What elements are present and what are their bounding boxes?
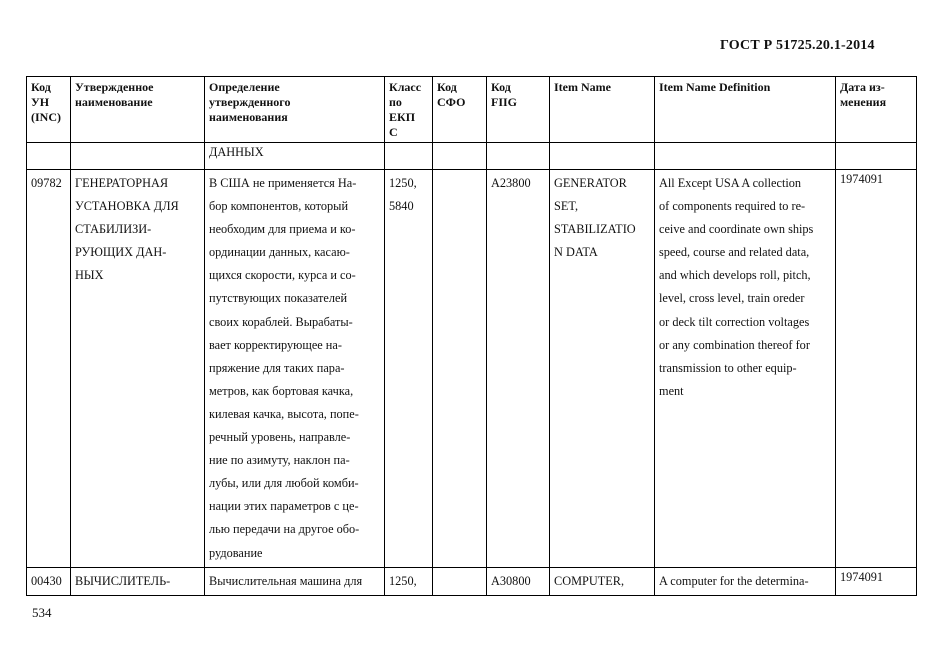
row-ekps: 1250,: [385, 567, 433, 595]
table-row: [27, 170, 917, 568]
row-fiig: A30800: [487, 567, 550, 595]
header-row: [27, 77, 917, 143]
table-cell: [27, 143, 71, 170]
header-item-name: Item Name: [550, 77, 655, 143]
header-approved-name: Утвержденное наименование: [71, 77, 205, 143]
table-cell: [487, 143, 550, 170]
header-definition: Определение утвержденного наименования: [205, 77, 385, 143]
row-date: 1974091: [836, 170, 917, 568]
table-cell: [433, 143, 487, 170]
catalog-table: [26, 76, 917, 596]
header-ekps: Класс по ЕКП С: [385, 77, 433, 143]
row-definition: В США не применяется На- бор компонентов, который необходим для приема и ко- ординации данных, касаю- щихся скорости, курса и со- путствующих показателей своих кораблей. Вырабаты- вает корректирующее на- пряжение для таких пара- метров, как бортовая качка, килевая качка, высота, попе- речный уровень, направле- ние по азимуту, наклон па- лубы, или для любой комби- нации этих параметров с це- лью передачи на другое обо- рудование: [205, 170, 385, 568]
table-cell: [71, 143, 205, 170]
row-approved-name: ГЕНЕРАТОРНАЯ УСТАНОВКА ДЛЯ СТАБИЛИЗИ- РУЮЩИХ ДАН- НЫХ: [71, 170, 205, 568]
row-approved-name: ВЫЧИСЛИТЕЛЬ-: [71, 567, 205, 595]
continuation-definition: ДАННЫХ: [205, 143, 385, 170]
row-definition: Вычислительная машина для: [205, 567, 385, 595]
row-inc: 09782: [27, 170, 71, 568]
header-fiig: Код FIIG: [487, 77, 550, 143]
page-number: 534: [32, 605, 52, 620]
row-ekps: 1250, 5840: [385, 170, 433, 568]
row-item-name-definition: A computer for the determina-: [655, 567, 836, 595]
row-inc: 00430: [27, 567, 71, 595]
header-sfo: Код СФО: [433, 77, 487, 143]
row-item-name: COMPUTER,: [550, 567, 655, 595]
row-item-name-definition: All Except USA A collection of components required to re- ceive and coordinate own ships speed, course and related data, and which develops roll, pitch, level, cross level, train oreder or deck tilt correction voltages or any combination thereof for transmission to other equip- ment: [655, 170, 836, 568]
header-inc: Код УН (INC): [27, 77, 71, 143]
row-sfo: [433, 567, 487, 595]
table-cell: [836, 143, 917, 170]
table-cell: [655, 143, 836, 170]
row-date: 1974091: [836, 567, 917, 595]
table-cell: [385, 143, 433, 170]
header-item-name-definition: Item Name Definition: [655, 77, 836, 143]
continuation-row: [27, 143, 917, 170]
document-code: ГОСТ Р 51725.20.1-2014: [720, 38, 875, 53]
table-cell: [550, 143, 655, 170]
table-row: [27, 567, 917, 595]
row-sfo: [433, 170, 487, 568]
row-item-name: GENERATOR SET, STABILIZATIO N DATA: [550, 170, 655, 568]
header-date: Дата из- менения: [836, 77, 917, 143]
row-fiig: A23800: [487, 170, 550, 568]
